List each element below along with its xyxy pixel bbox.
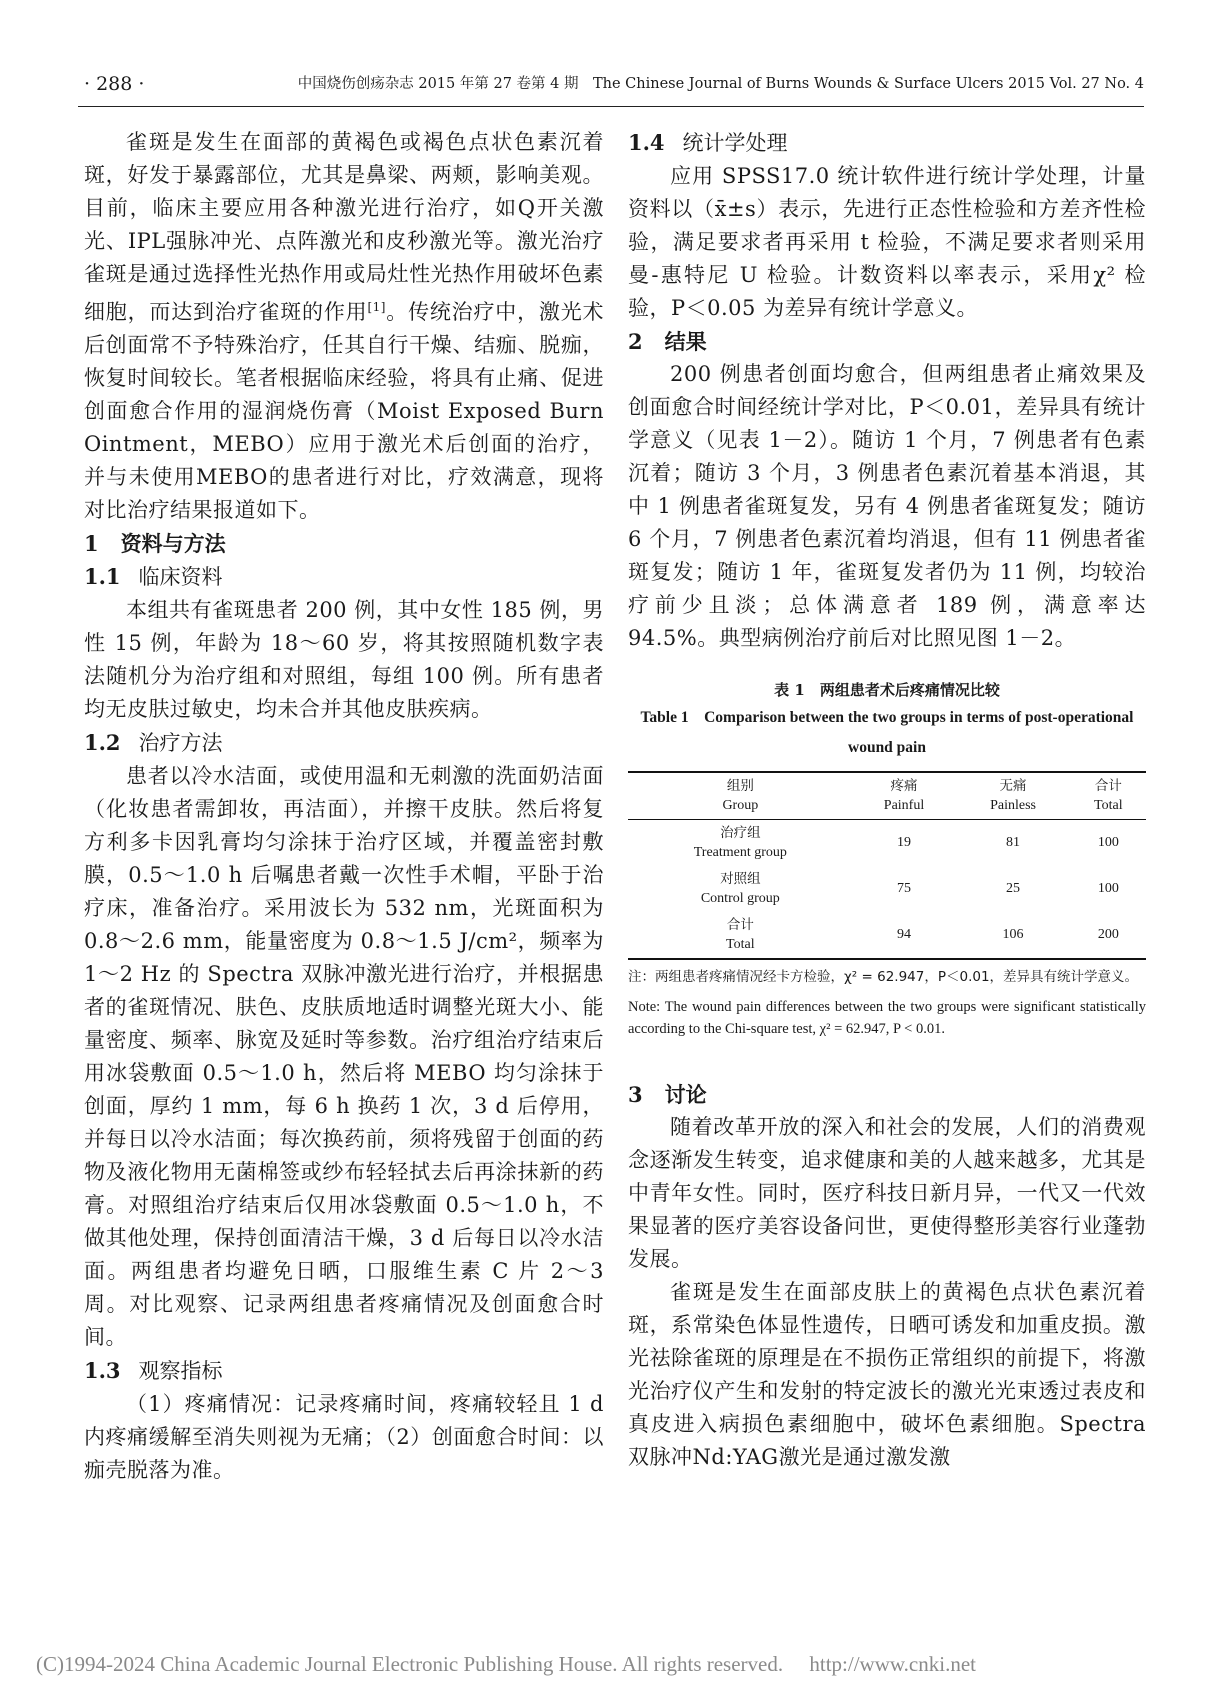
section-number: 1.1 [84, 564, 121, 589]
left-column [84, 126, 604, 1487]
section-number: 3 [628, 1082, 643, 1107]
section-1-1-text: 本组共有雀斑患者 200 例，其中女性 185 例，男性 15 例，年龄为 18～60 岁，将其按照随机数字表法随机分为治疗组和对照组，每组 100 例。所有患者均无皮肤过敏史，均未合并其他皮肤疾病。 [84, 598, 604, 721]
table-row [628, 820, 1146, 867]
cell-total: 200 [1097, 927, 1119, 942]
table-note-english: Note: The wound pain differences between the two groups were significant statistically according to the Chi-square test, χ² = 62.947, P < 0.01. [628, 999, 1146, 1037]
cell-painless: 106 [1002, 927, 1024, 942]
cell-total: 100 [1097, 881, 1119, 896]
table-note-chinese: 注：两组患者疼痛情况经卡方检验，χ² = 62.947，P＜0.01，差异具有统计学意义。 [628, 969, 1139, 985]
cell-painless: 25 [1006, 881, 1021, 896]
row-label: 对照组 Control group [700, 871, 780, 906]
row-label: 治疗组 Treatment group [693, 825, 787, 860]
header-painless: 无痛 Painless [990, 778, 1036, 813]
section-1-heading [84, 527, 604, 560]
section-number: 1.4 [628, 130, 665, 155]
intro-paragraph [84, 126, 604, 527]
journal-citation: 中国烧伤创疡杂志 2015 年第 27 卷第 4 期 The Chinese Journal of Burns Wounds & Surface Ulcers 2015 Vol. 27 No. 4 [297, 76, 1144, 92]
section-number: 1.3 [84, 1358, 121, 1383]
section-1-3-text: （1）疼痛情况：记录疼痛时间，疼痛较轻且 1 d内疼痛缓解至消失则视为无痛；（2）创面愈合时间：以痂壳脱落为准。 [84, 1392, 604, 1482]
section-3-heading [628, 1078, 1146, 1111]
section-number: 2 [628, 329, 643, 354]
running-header [78, 62, 1144, 107]
header-group: 组别 Group [722, 778, 759, 813]
section-2-text: 200 例患者创面均愈合，但两组患者止痛效果及创面愈合时间经统计学对比，P＜0.01，差异具有统计学意义（见表 1－2）。随访 1 个月，7 例患者有色素沉着；随访 3 个月，3 例患者色素沉着基本消退，其中 1 例患者雀斑复发，另有 4 例患者雀斑复发；随访 6 个月，7 例患者色素沉着均消退，但有 11 例患者雀斑复发；随访 1 年，雀斑复发者仍为 11 例，均较治疗前少且淡；总体满意者 189 例，满意率达 94.5%。典型病例治疗前后对比照见图 1－2。 [628, 362, 1146, 650]
section-title: 临床资料 [138, 565, 223, 589]
section-title: 结果 [664, 329, 707, 354]
header-total: 合计 Total [1094, 778, 1123, 813]
section-1-3-heading [84, 1354, 604, 1388]
table-row [628, 912, 1146, 959]
section-1-2-heading [84, 726, 604, 760]
cell-painful: 94 [897, 927, 912, 942]
table-header-row [628, 772, 1146, 820]
table-title-english: Table 1 Comparison between the two groups in terms of post-operational wound pain [640, 709, 1134, 756]
intro-text: 雀斑是发生在面部的黄褐色或褐色点状色素沉着斑，好发于暴露部位，尤其是鼻梁、两颊，影响美观。目前，临床主要应用各种激光进行治疗，如Q开关激光、IPL强脉冲光、点阵激光和皮秒激光等。激光治疗雀斑是通过选择性光热作用或局灶性光热作用破坏色素细胞，而达到治疗雀斑的作用 [84, 130, 604, 324]
cell-painful: 19 [897, 835, 912, 850]
table-title-chinese: 表 1 两组患者术后疼痛情况比较 [774, 681, 1000, 699]
header-painful: 疼痛 Painful [883, 778, 925, 813]
copyright-footer: (C)1994-2024 China Academic Journal Electronic Publishing House. All rights reserved. http://www.cnki.net [36, 1652, 976, 1676]
section-title: 观察指标 [138, 1359, 223, 1383]
section-3-paragraph-1: 随着改革开放的深入和社会的发展，人们的消费观念逐渐发生转变，追求健康和美的人越来越多，尤其是中青年女性。同时，医疗科技日新月异，一代又一代效果显著的医疗美容设备问世，更使得整形美容行业蓬勃发展。 [628, 1115, 1146, 1271]
section-title: 统计学处理 [682, 131, 788, 155]
section-2-heading [628, 325, 1146, 358]
section-1-4-heading [628, 126, 1146, 160]
section-3-paragraph-2: 雀斑是发生在面部皮肤上的黄褐色点状色素沉着斑，系常染色体显性遗传，日晒可诱发和加重皮损。激光祛除雀斑的原理是在不损伤正常组织的前提下，将激光治疗仪产生和发射的特定波长的激光光束透过表皮和真皮进入病损色素细胞中，破坏色素细胞。Spectra 双脉冲Nd:YAG激光是通过激发激 [628, 1280, 1146, 1469]
section-title: 治疗方法 [138, 731, 223, 755]
section-number: 1 [84, 531, 99, 556]
row-label: 合计 Total [726, 917, 755, 952]
page-number: · 288 · [84, 73, 145, 95]
cell-painless: 81 [1006, 835, 1021, 850]
section-title: 资料与方法 [120, 531, 226, 556]
section-1-4-text: 应用 SPSS17.0 统计软件进行统计学处理，计量资料以（x̄±s）表示，先进行正态性检验和方差齐性检验，满足要求者再采用 t 检验，不满足要求者则采用曼-惠特尼 U 检验。计数资料以率表示，采用χ² 检验，P＜0.05 为差异有统计学意义。 [628, 164, 1146, 320]
section-1-2-text: 患者以冷水洁面，或使用温和无刺激的洗面奶洁面（化妆患者需卸妆，再洁面），并擦干皮肤。然后将复方利多卡因乳膏均匀涂抹于治疗区域，并覆盖密封敷膜，0.5～1.0 h 后嘱患者戴一次性手术帽，平卧于治疗床，准备治疗。采用波长为 532 nm，光斑面积为 0.8～2.6 mm，能量密度为 0.8～1.5 J/cm²，频率为 1～2 Hz 的 Spectra 双脉冲激光进行治疗，并根据患者的雀斑情况、肤色、皮肤质地适时调整光斑大小、能量密度、频率、脉宽及延时等参数。治疗组治疗结束后用冰袋敷面 0.5～1.0 h，然后将 MEBO 均匀涂抹于创面，厚约 1 mm，每 6 h 换药 1 次，3 d 后停用，并每日以冷水洁面；每次换药前，须将残留于创面的药物及液化物用无菌棉签或纱布轻轻拭去后再涂抹新的药膏。对照组治疗结束后仅用冰袋敷面 0.5～1.0 h，不做其他处理，保持创面清洁干燥，3 d 后每日以冷水洁面。两组患者均避免日晒，口服维生素 C 片 2～3 周。对比观察、记录两组患者疼痛情况及创面愈合时间。 [84, 764, 604, 1349]
intro-text-cont: 。传统治疗中，激光术后创面常不予特殊治疗，任其自行干燥、结痂、脱痂，恢复时间较长。笔者根据临床经验，将具有止痛、促进创面愈合作用的湿润烧伤膏（Moist Exposed Burn Ointment，MEBO）应用于激光术后创面的治疗，并与未使用MEBO的患者进行对比，疗效满意，现将对比治疗结果报道如下。 [84, 300, 605, 522]
pain-comparison-table [628, 771, 1146, 960]
section-title: 讨论 [664, 1082, 707, 1107]
right-column [628, 126, 1146, 1474]
section-number: 1.2 [84, 730, 121, 755]
spacer [628, 1040, 1146, 1078]
cell-painful: 75 [897, 881, 912, 896]
cell-total: 100 [1097, 835, 1119, 850]
reference-1[interactable]: [1] [367, 300, 386, 314]
table-row [628, 866, 1146, 912]
section-1-1-heading [84, 560, 604, 594]
